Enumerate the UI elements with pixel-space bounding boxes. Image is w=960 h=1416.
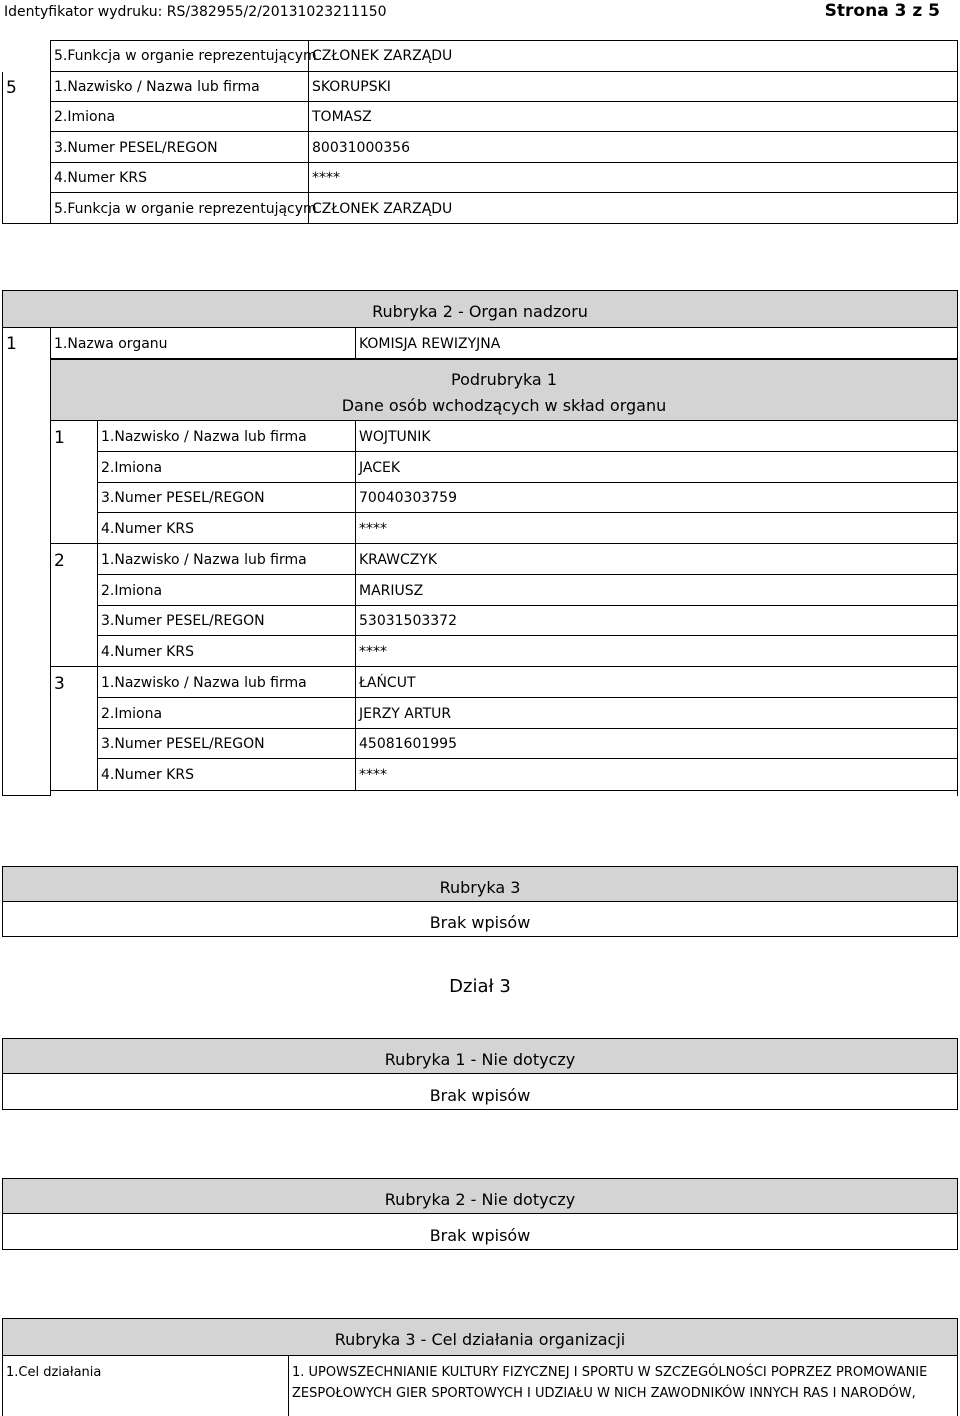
member-value: ŁAŃCUT (359, 675, 416, 691)
rep5-number: 5 (6, 78, 17, 98)
rubryka3-empty: Brak wpisów (429, 913, 531, 932)
member-label: 4.Numer KRS (101, 521, 194, 537)
rubryka2-bottom-rule (50, 790, 958, 791)
member-value: WOJTUNIK (359, 429, 431, 445)
rubryka2-number: 1 (6, 334, 17, 354)
rep5-value-cell (308, 102, 958, 132)
member-value-cell (355, 667, 958, 698)
rep5-value: TOMASZ (312, 109, 372, 125)
member-number: 1 (54, 428, 65, 448)
d3-rubryka2-empty: Brak wpisów (429, 1226, 531, 1245)
podrubryka-subtitle: Dane osób wchodzących w skład organu (341, 396, 667, 415)
rep5-label: 2.Imiona (54, 109, 116, 125)
page-number: Strona 3 z 5 (824, 1, 940, 21)
member-label: 3.Numer PESEL/REGON (101, 490, 265, 506)
rubryka2-title: Rubryka 2 - Organ nadzoru (372, 302, 588, 321)
rep5-label: 1.Nazwisko / Nazwa lub firma (54, 79, 260, 95)
rubryka2-number-cell (2, 328, 50, 796)
member-label: 4.Numer KRS (101, 767, 194, 783)
rubryka3-title: Rubryka 3 (439, 878, 521, 897)
d3-rubryka1-title: Rubryka 1 - Nie dotyczy (384, 1050, 576, 1069)
rep5-value: SKORUPSKI (312, 79, 391, 95)
organ-value: KOMISJA REWIZYJNA (359, 336, 501, 352)
rep-function-value: CZŁONEK ZARZĄDU (312, 48, 453, 64)
member-number: 2 (54, 551, 65, 571)
print-id: Identyfikator wydruku: RS/382955/2/20131023211150 (4, 4, 387, 20)
d3-rubryka3-title: Rubryka 3 - Cel działania organizacji (334, 1330, 626, 1349)
organ-label: 1.Nazwa organu (54, 336, 168, 352)
rubryka2-right-rule (957, 790, 958, 796)
member-value: MARIUSZ (359, 583, 424, 599)
cel-value-line1: 1. UPOWSZECHNIANIE KULTURY FIZYCZNEJ I SPORTU W SZCZEGÓLNOŚCI POPRZEZ PROMOWANIE (292, 1365, 928, 1380)
rep-function-label: 5.Funkcja w organie reprezentującym (54, 48, 317, 64)
member-value: 70040303759 (359, 490, 457, 506)
rep5-value: **** (312, 170, 340, 186)
rep5-value: CZŁONEK ZARZĄDU (312, 201, 453, 217)
member-value: **** (359, 644, 387, 660)
rep5-value-cell (308, 163, 958, 193)
d3-rubryka2-title: Rubryka 2 - Nie dotyczy (384, 1190, 576, 1209)
member-label: 1.Nazwisko / Nazwa lub firma (101, 552, 307, 568)
member-value: **** (359, 767, 387, 783)
member-value: **** (359, 521, 387, 537)
member-label: 2.Imiona (101, 706, 163, 722)
member-value: 45081601995 (359, 736, 457, 752)
member-value-cell (355, 636, 958, 667)
cel-value-line2: ZESPOŁOWYCH GIER SPORTOWYCH I UDZIAŁU W NICH ZAWODNIKÓW INNYCH RAS I NARODÓW, (292, 1386, 916, 1401)
member-value-cell (355, 513, 958, 544)
member-value-cell (355, 452, 958, 483)
member-value-cell (355, 544, 958, 575)
member-label: 2.Imiona (101, 583, 163, 599)
rep5-value-cell (308, 72, 958, 102)
member-value: JERZY ARTUR (359, 706, 452, 722)
rep5-label: 4.Numer KRS (54, 170, 147, 186)
cel-label: 1.Cel działania (6, 1365, 102, 1380)
member-value: 53031503372 (359, 613, 457, 629)
member-value: KRAWCZYK (359, 552, 438, 568)
member-label: 3.Numer PESEL/REGON (101, 613, 265, 629)
member-value: JACEK (359, 460, 401, 476)
podrubryka-title: Podrubryka 1 (451, 370, 557, 389)
rep5-label: 3.Numer PESEL/REGON (54, 140, 218, 156)
member-value-cell (355, 575, 958, 606)
dzial3-title: Dział 3 (449, 976, 511, 997)
rep5-label: 5.Funkcja w organie reprezentującym (54, 201, 317, 217)
member-number: 3 (54, 674, 65, 694)
member-label: 4.Numer KRS (101, 644, 194, 660)
member-value-cell (355, 759, 958, 790)
d3-rubryka1-empty: Brak wpisów (429, 1086, 531, 1105)
member-label: 1.Nazwisko / Nazwa lub firma (101, 675, 307, 691)
rep5-value: 80031000356 (312, 140, 410, 156)
member-label: 3.Numer PESEL/REGON (101, 736, 265, 752)
member-label: 2.Imiona (101, 460, 163, 476)
member-value-cell (355, 421, 958, 452)
member-label: 1.Nazwisko / Nazwa lub firma (101, 429, 307, 445)
